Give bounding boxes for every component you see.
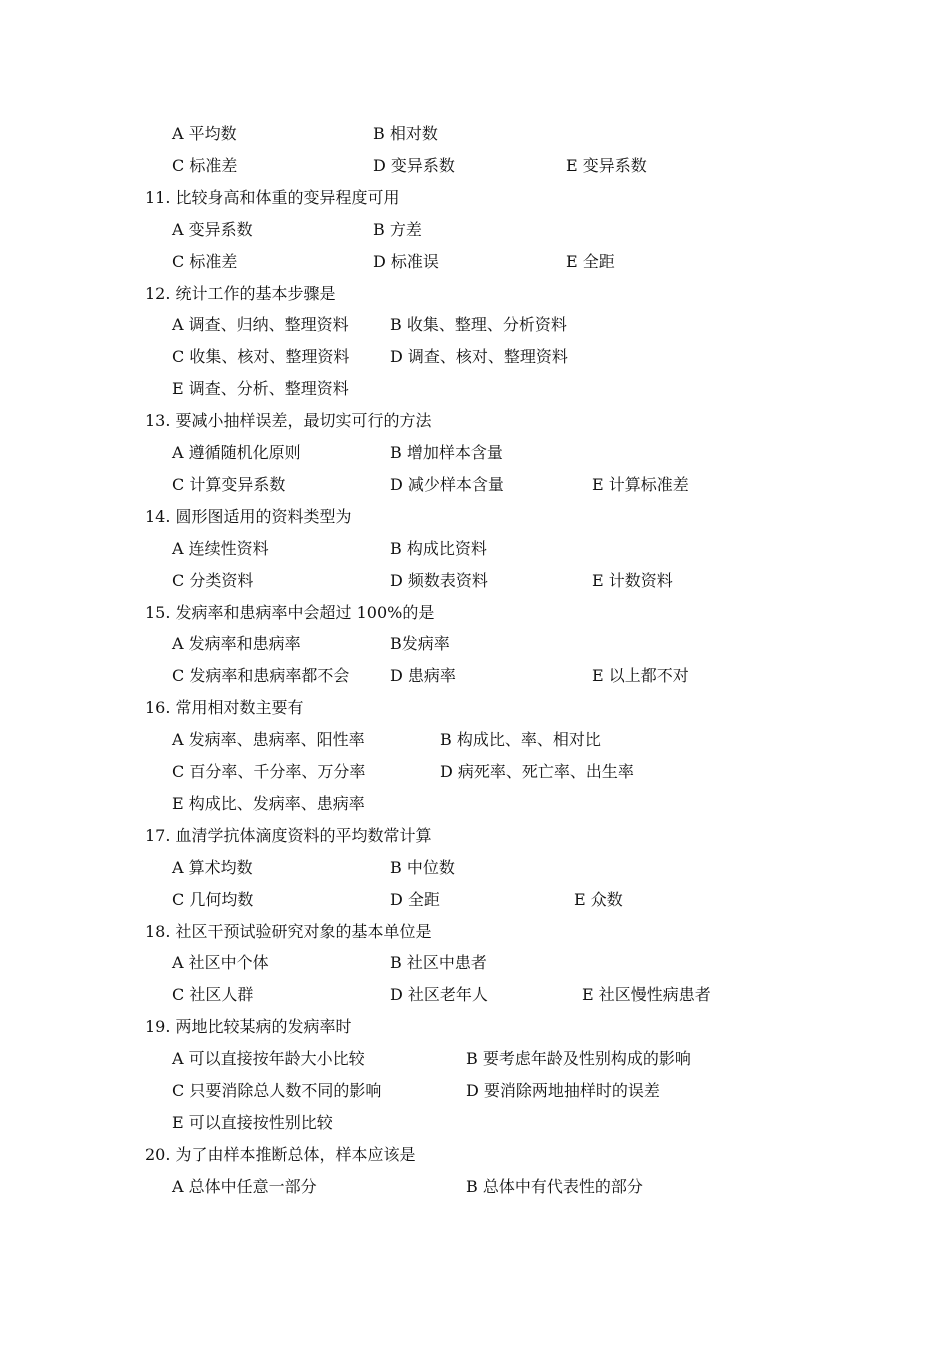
question-title: 11. 比较身高和体重的变异程度可用 — [145, 188, 400, 207]
option-row — [0, 315, 950, 335]
option-row — [0, 1177, 950, 1197]
option-e: E 可以直接按性别比较 — [172, 1113, 333, 1132]
option-e: E 社区慢性病患者 — [582, 985, 711, 1004]
option-a: A 可以直接按年龄大小比较 — [172, 1049, 365, 1068]
option-row — [0, 985, 950, 1005]
option-d: D 调查、核对、整理资料 — [390, 347, 568, 366]
question-title: 19. 两地比较某病的发病率时 — [145, 1017, 352, 1036]
option-row — [0, 379, 950, 399]
question-title: 12. 统计工作的基本步骤是 — [145, 284, 336, 303]
option-row — [0, 252, 950, 272]
option-b: B 构成比资料 — [390, 539, 487, 558]
option-e: E 全距 — [566, 252, 615, 271]
option-d: D 病死率、死亡率、出生率 — [440, 762, 634, 781]
option-b: B 增加样本含量 — [390, 443, 503, 462]
option-a: A 遵循随机化原则 — [172, 443, 301, 462]
option-row — [0, 539, 950, 559]
option-row — [0, 890, 950, 910]
option-a: A 发病率和患病率 — [172, 634, 301, 653]
option-row — [0, 1049, 950, 1069]
option-b: B 社区中患者 — [390, 953, 487, 972]
option-b: B发病率 — [390, 634, 450, 653]
option-row — [0, 666, 950, 686]
option-d: D 变异系数 — [373, 156, 455, 175]
option-a: A 发病率、患病率、阳性率 — [172, 730, 365, 749]
option-c: C 标准差 — [172, 156, 238, 175]
option-c: C 分类资料 — [172, 571, 254, 590]
option-a: A 调查、归纳、整理资料 — [172, 315, 349, 334]
option-row — [0, 762, 950, 782]
option-a: A 变异系数 — [172, 220, 253, 239]
option-d: D 减少样本含量 — [390, 475, 504, 494]
question-title: 13. 要减小抽样误差，最切实可行的方法 — [145, 411, 432, 430]
option-row — [0, 347, 950, 367]
question-title: 17. 血清学抗体滴度资料的平均数常计算 — [145, 826, 432, 845]
option-row — [0, 1081, 950, 1101]
option-c: C 几何均数 — [172, 890, 254, 909]
option-row — [0, 443, 950, 463]
option-row — [0, 156, 950, 176]
option-c: C 只要消除总人数不同的影响 — [172, 1081, 382, 1100]
option-d: D 要消除两地抽样时的误差 — [466, 1081, 660, 1100]
option-a: A 算术均数 — [172, 858, 253, 877]
option-b: B 中位数 — [390, 858, 455, 877]
option-c: C 计算变异系数 — [172, 475, 286, 494]
option-b: B 方差 — [373, 220, 422, 239]
option-row — [0, 571, 950, 591]
option-e: E 计算标准差 — [592, 475, 689, 494]
question-title: 14. 圆形图适用的资料类型为 — [145, 507, 352, 526]
option-d: D 标准误 — [373, 252, 439, 271]
option-c: C 标准差 — [172, 252, 238, 271]
option-d: D 全距 — [390, 890, 440, 909]
option-e: E 调查、分析、整理资料 — [172, 379, 349, 398]
option-row — [0, 953, 950, 973]
option-c: C 收集、核对、整理资料 — [172, 347, 350, 366]
option-e: E 构成比、发病率、患病率 — [172, 794, 365, 813]
option-a: A 平均数 — [172, 124, 237, 143]
option-row — [0, 858, 950, 878]
option-row — [0, 475, 950, 495]
option-a: A 社区中个体 — [172, 953, 269, 972]
option-c: C 发病率和患病率都不会 — [172, 666, 350, 685]
option-row — [0, 730, 950, 750]
option-b: B 构成比、率、相对比 — [440, 730, 601, 749]
option-d: D 社区老年人 — [390, 985, 488, 1004]
question-title: 15. 发病率和患病率中会超过 100%的是 — [145, 603, 435, 622]
option-c: C 社区人群 — [172, 985, 254, 1004]
option-row — [0, 1113, 950, 1133]
question-title: 16. 常用相对数主要有 — [145, 698, 304, 717]
option-e: E 众数 — [574, 890, 623, 909]
option-row — [0, 794, 950, 814]
option-d: D 频数表资料 — [390, 571, 488, 590]
option-c: C 百分率、千分率、万分率 — [172, 762, 366, 781]
question-title: 18. 社区干预试验研究对象的基本单位是 — [145, 922, 432, 941]
option-e: E 变异系数 — [566, 156, 647, 175]
option-b: B 相对数 — [373, 124, 438, 143]
option-b: B 总体中有代表性的部分 — [466, 1177, 643, 1196]
option-e: E 计数资料 — [592, 571, 673, 590]
option-a: A 连续性资料 — [172, 539, 269, 558]
option-b: B 收集、整理、分析资料 — [390, 315, 567, 334]
question-title: 20. 为了由样本推断总体，样本应该是 — [145, 1145, 416, 1164]
option-a: A 总体中任意一部分 — [172, 1177, 317, 1196]
option-row — [0, 634, 950, 654]
option-row — [0, 220, 950, 240]
option-row — [0, 124, 950, 144]
option-d: D 患病率 — [390, 666, 456, 685]
option-e: E 以上都不对 — [592, 666, 689, 685]
option-b: B 要考虑年龄及性别构成的影响 — [466, 1049, 691, 1068]
